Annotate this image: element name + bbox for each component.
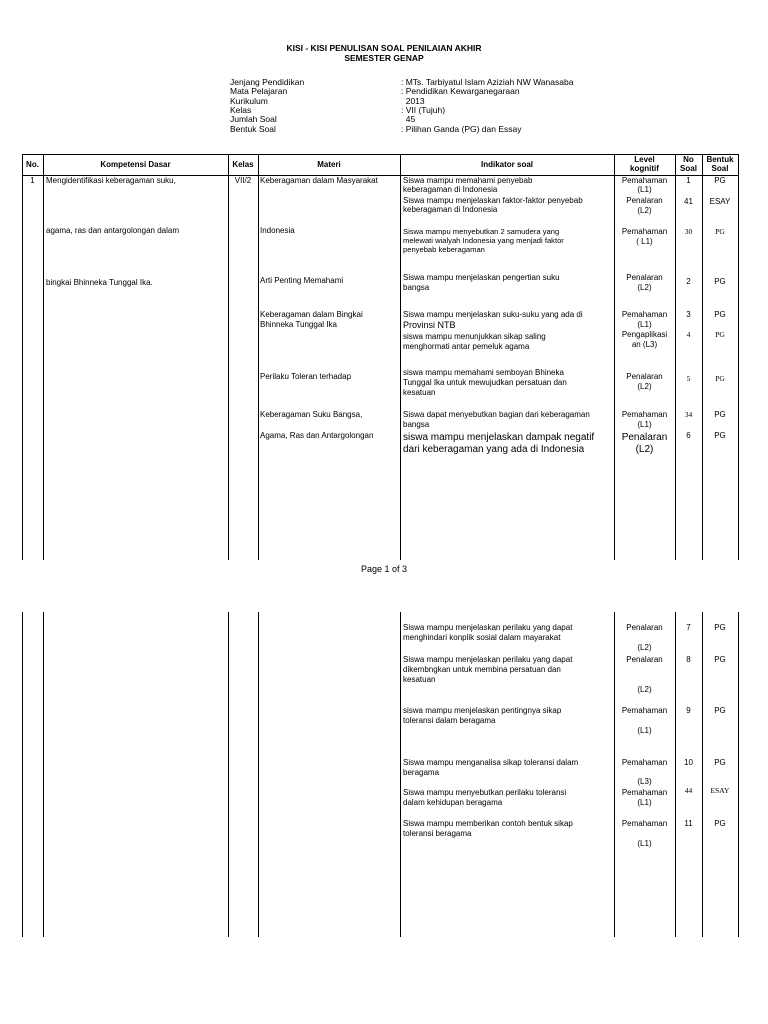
level-line: Penalaran: [621, 432, 668, 443]
nosoal-value: 34: [684, 410, 693, 419]
bentuk-value: PG: [714, 310, 726, 319]
header-indikator: Indikator soal: [480, 160, 533, 169]
indikator-line: toleransi beragama: [403, 829, 472, 838]
bentuk-value: PG: [714, 706, 726, 715]
row-number: 1: [30, 176, 35, 185]
level-line: (L1): [637, 726, 652, 735]
indikator-line: Siswa mampu menganalisa sikap toleransi dalam: [403, 758, 579, 767]
bentuk-value: PG: [714, 819, 726, 828]
indikator-line: dalam kehidupan beragama: [403, 798, 503, 807]
indikator-line: Siswa dapat menyebutkan bagian dari keberagaman: [403, 410, 590, 419]
document-title: KISI - KISI PENULISAN SOAL PENILAIAN AKHIR: [286, 43, 482, 53]
bentuk-value: PG: [715, 227, 725, 236]
indikator-line: siswa mampu menjelaskan dampak negatif: [403, 432, 595, 443]
meta-value-bentuk: : Pilihan Ganda (PG) dan Essay: [401, 123, 522, 134]
level-line: Penalaran: [626, 655, 663, 664]
indikator-line: Siswa mampu memberikan contoh bentuk sikap: [403, 819, 573, 828]
header-nosoal-2: Soal: [680, 164, 697, 173]
nosoal-value: 3: [686, 310, 691, 319]
indikator-line: penyebab keberagaman: [403, 245, 485, 254]
materi-line: Keberagaman dalam Masyarakat: [260, 176, 378, 185]
indikator-line: Siswa mampu menyebutkan 2 samudera yang: [403, 227, 560, 236]
nosoal-value: 6: [686, 431, 691, 440]
header-materi: Materi: [317, 160, 341, 169]
meta-label-kelas: Kelas: [230, 104, 252, 115]
level-line: an (L3): [631, 340, 658, 349]
level-line: Penalaran: [626, 196, 663, 205]
nosoal-value: 10: [684, 758, 693, 767]
meta-value-jumlah: 45: [401, 114, 416, 125]
header-kelas: Kelas: [232, 160, 254, 169]
level-line: (L2): [637, 206, 652, 215]
materi-line: Perilaku Toleran terhadap: [260, 372, 352, 381]
header-bentuk-2: Soal: [711, 164, 729, 173]
header-nosoal-1: No: [683, 155, 694, 164]
level-line: ( L1): [636, 237, 653, 246]
level-line: Pemahaman: [621, 758, 668, 767]
nosoal-value: 7: [686, 623, 691, 632]
indikator-line: keberagaman di Indonesia: [403, 185, 498, 194]
level-line: Pemahaman: [621, 788, 668, 797]
level-line: Penalaran: [626, 372, 663, 381]
level-line: Pengaplikasi: [621, 330, 668, 339]
level-line: Pemahaman: [621, 227, 668, 236]
indikator-line: bangsa: [403, 283, 430, 292]
level-line: Pemahaman: [621, 706, 668, 715]
indikator-line: menghindari konplik sosial dalam mayarakat: [403, 633, 561, 642]
indikator-line: beragama: [403, 768, 440, 777]
level-line: (L2): [637, 685, 652, 694]
indikator-line: menghormati antar pemeluk agama: [403, 342, 530, 351]
indikator-line: melewati wialyah Indonesia yang menjadi faktor: [403, 236, 564, 245]
indikator-line: Siswa mampu menjelaskan faktor-faktor penyebab: [403, 196, 583, 205]
header-level-1: Level: [634, 155, 655, 164]
kd-line: agama, ras dan antargolongan dalam: [46, 226, 179, 235]
kelas-value: VII/2: [234, 176, 252, 185]
level-line: Pemahaman: [621, 310, 668, 319]
meta-value-mapel: : Pendidikan Kewarganegaraan: [401, 86, 520, 97]
level-line: (L1): [637, 320, 652, 329]
header-level-2: kognitif: [630, 164, 659, 173]
level-line: (L1): [637, 420, 652, 429]
nosoal-value: 41: [684, 197, 693, 206]
indikator-line: dari keberagaman yang ada di Indonesia: [403, 444, 585, 455]
meta-value-kelas: : VII (Tujuh): [401, 104, 446, 115]
nosoal-value: 1: [686, 176, 691, 185]
level-line: (L2): [635, 444, 654, 455]
meta-label-bentuk: Bentuk Soal: [230, 123, 276, 134]
bentuk-value: PG: [714, 623, 726, 632]
indikator-line: Siswa mampu memahami penyebab: [403, 176, 533, 185]
materi-line: Keberagaman Suku Bangsa,: [260, 410, 363, 419]
meta-value-kurikulum: 2013: [401, 95, 425, 106]
level-line: Pemahaman: [621, 410, 668, 419]
meta-label-mapel: Mata Pelajaran: [230, 86, 288, 97]
indikator-line: bangsa: [403, 420, 430, 429]
meta-value-jenjang: : MTs. Tarbiyatul Islam Aziziah NW Wanasaba: [401, 77, 574, 87]
bentuk-value: PG: [714, 410, 726, 419]
indikator-line: kesatuan: [403, 388, 436, 397]
bentuk-value: PG: [714, 176, 726, 185]
meta-label-jenjang: Jenjang Pendidikan: [230, 77, 305, 87]
materi-line: Bhinneka Tunggal Ika: [260, 320, 337, 329]
level-line: (L2): [637, 283, 652, 292]
level-line: Pemahaman: [621, 819, 668, 828]
page-footer: Page 1 of 3: [360, 564, 408, 574]
level-line: (L1): [637, 798, 652, 807]
header-bentuk-1: Bentuk: [706, 155, 734, 164]
header-no: No.: [26, 160, 39, 169]
indikator-line: toleransi dalam beragama: [403, 716, 496, 725]
kd-line: Mengidentifikasi keberagaman suku,: [46, 176, 176, 185]
kd-line: bingkai Bhinneka Tunggal Ika.: [46, 278, 153, 287]
level-line: Penalaran: [626, 623, 663, 632]
nosoal-value: 5: [686, 374, 691, 383]
indikator-line: Provinsi NTB: [403, 320, 456, 330]
indikator-line: Siswa mampu menyebutkan perilaku toleransi: [403, 788, 567, 797]
bentuk-value: PG: [714, 277, 726, 286]
header-kompetensi-dasar: Kompetensi Dasar: [100, 160, 171, 169]
level-line: (L2): [637, 382, 652, 391]
indikator-line: Siswa mampu menjelaskan pengertian suku: [403, 273, 560, 282]
bentuk-value: ESAY: [709, 197, 731, 206]
bentuk-value: PG: [715, 330, 725, 339]
indikator-line: Siswa mampu menjelaskan suku-suku yang ada di: [403, 310, 583, 319]
bentuk-value: ESAY: [710, 786, 730, 795]
document-subtitle: SEMESTER GENAP: [344, 53, 424, 63]
indikator-line: Tunggal Ika untuk mewujudkan persatuan dan: [403, 378, 567, 387]
nosoal-value: 4: [686, 330, 691, 339]
level-line: (L1): [637, 185, 652, 194]
level-line: Pemahaman: [621, 176, 668, 185]
indikator-line: keberagaman di Indonesia: [403, 205, 498, 214]
materi-line: Keberagaman dalam Bingkai: [260, 310, 363, 319]
meta-label-kurikulum: Kurikulum: [230, 95, 268, 106]
level-line: (L3): [637, 777, 652, 786]
meta-label-jumlah: Jumlah Soal: [230, 114, 277, 125]
nosoal-value: 8: [686, 655, 691, 664]
indikator-line: siswa mampu memahami semboyan Bhineka: [403, 368, 564, 377]
materi-line: Indonesia: [260, 226, 295, 235]
bentuk-value: PG: [715, 374, 725, 383]
nosoal-value: 11: [684, 819, 693, 828]
bentuk-value: PG: [714, 758, 726, 767]
indikator-line: Siswa mampu menjelaskan perilaku yang dapat: [403, 623, 573, 632]
bentuk-value: PG: [714, 655, 726, 664]
indikator-line: kesatuan: [403, 675, 436, 684]
level-line: Penalaran: [626, 273, 663, 282]
nosoal-value: 30: [684, 227, 693, 236]
level-line: (L2): [637, 643, 652, 652]
indikator-line: Siswa mampu menjelaskan perilaku yang dapat: [403, 655, 573, 664]
bentuk-value: PG: [714, 431, 726, 440]
nosoal-value: 9: [686, 706, 691, 715]
nosoal-value: 2: [686, 277, 691, 286]
indikator-line: siswa mampu menjelaskan pentingnya sikap: [403, 706, 562, 715]
indikator-line: dikembngkan untuk membina persatuan dan: [403, 665, 561, 674]
indikator-line: siswa mampu menunjukkan sikap saling: [403, 332, 546, 341]
materi-line: Arti Penting Memahami: [260, 276, 344, 285]
nosoal-value: 44: [684, 786, 693, 795]
materi-line: Agama, Ras dan Antargolongan: [260, 431, 374, 440]
level-line: (L1): [637, 839, 652, 848]
